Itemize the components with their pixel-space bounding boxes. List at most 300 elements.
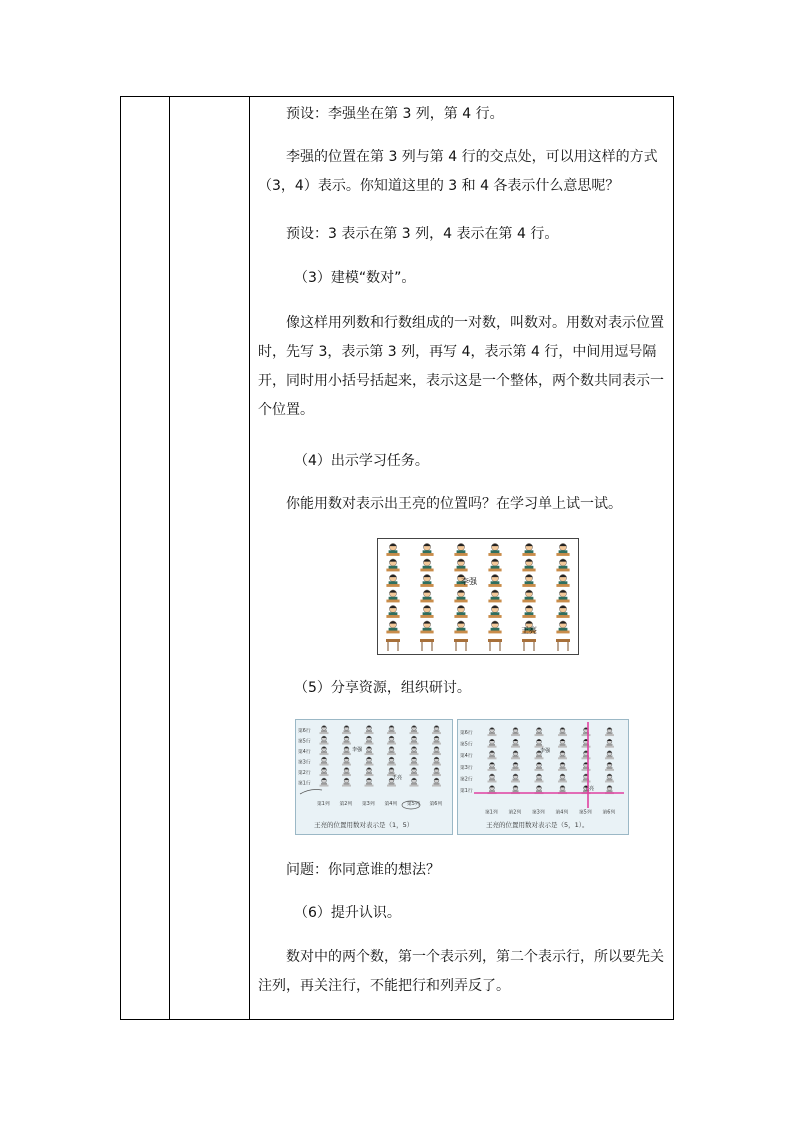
desk-front <box>556 639 570 642</box>
student-hair <box>560 751 565 753</box>
paragraph-preset-1: 预设：李强坐在第 3 列，第 4 行。 <box>286 106 504 122</box>
paragraph-position-explain: 李强的位置在第 3 列与第 4 行的交点处，可以用这样的方式（3，4）表示。你知道这里的 3 和 4 各表示什么意思呢？ <box>258 149 658 194</box>
classroom-seat <box>454 590 467 602</box>
student-hair <box>423 621 430 623</box>
classroom-seat <box>522 574 535 586</box>
work-seat <box>365 736 374 744</box>
desk-top <box>386 631 399 634</box>
student-hair <box>389 606 396 608</box>
classroom-seat <box>420 605 433 617</box>
work-seat <box>605 728 614 736</box>
column-label: 第5列 <box>407 802 420 807</box>
classroom-seat <box>386 590 399 602</box>
desk-top <box>605 757 614 759</box>
column-label: 第4列 <box>384 802 398 807</box>
student-hair <box>434 747 439 749</box>
classroom-seat <box>556 559 569 571</box>
work-seat <box>511 762 520 770</box>
row-label: 第1行 <box>460 789 473 794</box>
student-hair <box>489 763 494 765</box>
desk-top <box>488 769 497 771</box>
desk-top <box>556 584 569 587</box>
classroom-seating-image <box>377 538 579 655</box>
column-label: 第4列 <box>555 810 569 816</box>
desk-top <box>556 569 569 572</box>
desk-top <box>605 734 614 736</box>
paragraph-task: 你能用数对表示出王亮的位置吗？在学习单上试一试。 <box>286 496 622 512</box>
column-label: 第1列 <box>317 802 330 807</box>
row-label: 第6行 <box>460 731 473 736</box>
desk-front <box>488 639 502 642</box>
student-hair <box>607 751 612 753</box>
student-hair <box>525 544 532 546</box>
student-hair <box>344 757 349 759</box>
desk-top <box>432 732 441 734</box>
work-seat <box>320 747 329 755</box>
desk-top <box>387 743 396 745</box>
student-hair <box>389 544 396 546</box>
classroom-seat <box>420 574 433 586</box>
work-seat <box>342 768 351 776</box>
work-seat <box>582 728 591 736</box>
student-hair <box>321 778 326 780</box>
step-5-heading: （5）分享资源，组织研讨。 <box>294 680 471 696</box>
desk-top <box>320 774 329 776</box>
desk-top <box>432 774 441 776</box>
row-label: 第3行 <box>298 760 311 766</box>
student-hair <box>321 768 326 770</box>
student-hair <box>366 768 371 770</box>
desk-top <box>558 757 567 759</box>
student-hair <box>389 757 394 759</box>
work-seat <box>605 751 614 759</box>
desk-top <box>522 553 535 556</box>
work-seat <box>605 774 614 782</box>
paragraph-conclusion: 数对中的两个数，第一个表示列，第二个表示行，所以要先关注列，再关注行，不能把行和列弄反了。 <box>258 949 664 994</box>
desk-front <box>454 639 468 642</box>
classroom-seat <box>420 559 433 571</box>
wang-liang-label: 王亮 <box>521 626 537 635</box>
desk-top <box>558 769 567 771</box>
desk-top <box>558 781 567 783</box>
desk-top <box>535 734 544 736</box>
student-hair <box>607 786 612 788</box>
desk-top <box>432 785 441 787</box>
desk-top <box>488 553 501 556</box>
classroom-seat <box>488 605 501 617</box>
desk-front <box>420 639 434 642</box>
desk-top <box>488 631 501 634</box>
desk-top <box>511 769 520 771</box>
student-work-right-svg <box>458 720 628 834</box>
work-seat <box>511 774 520 782</box>
student-hair <box>491 575 498 577</box>
desk-front <box>386 639 400 642</box>
student-hair <box>525 559 532 561</box>
desk-top <box>511 757 520 759</box>
work-seat <box>558 774 567 782</box>
work-seat <box>387 757 396 765</box>
student-hair <box>423 544 430 546</box>
student-hair <box>489 786 494 788</box>
work-seat <box>535 762 544 770</box>
work-seat <box>365 726 374 734</box>
work-seat <box>320 736 329 744</box>
desk-top <box>420 615 433 618</box>
desk-top <box>320 732 329 734</box>
student-hair <box>411 747 416 749</box>
student-hair <box>491 559 498 561</box>
student-hair <box>321 747 326 749</box>
work-seat <box>320 768 329 776</box>
column-label: 第6列 <box>602 810 616 816</box>
desk-front <box>522 639 536 642</box>
student-hair <box>559 606 566 608</box>
work-seat <box>582 739 591 747</box>
desk-top <box>365 743 374 745</box>
student-hair <box>513 739 518 741</box>
desk-top <box>410 753 419 755</box>
column-label: 第1列 <box>485 810 498 816</box>
work-seat <box>605 739 614 747</box>
classroom-seat <box>386 543 399 555</box>
desk-top <box>420 631 433 634</box>
work-seat <box>342 778 351 786</box>
column-label: 第2列 <box>508 810 522 816</box>
desk-top <box>582 746 591 748</box>
work-seat <box>488 751 497 759</box>
desk-top <box>387 753 396 755</box>
student-work-comparison <box>295 719 629 835</box>
student-hair <box>321 736 326 738</box>
desk-top <box>365 785 374 787</box>
desk-top <box>320 764 329 766</box>
student-hair <box>457 590 464 592</box>
desk-top <box>605 781 614 783</box>
desk-top <box>488 781 497 783</box>
row-label: 第1行 <box>298 781 311 787</box>
student-hair <box>411 778 416 780</box>
student-hair <box>411 757 416 759</box>
desk-top <box>410 785 419 787</box>
work-seat <box>432 726 441 734</box>
work-seat <box>387 736 396 744</box>
desk-top <box>454 600 467 603</box>
desk-top <box>432 753 441 755</box>
work-seat <box>342 736 351 744</box>
desk-top <box>488 746 497 748</box>
student-hair <box>411 768 416 770</box>
desk-top <box>488 615 501 618</box>
student-hair <box>525 575 532 577</box>
row-label: 第4行 <box>460 754 473 760</box>
student-hair <box>536 774 541 776</box>
classroom-seat <box>420 621 433 633</box>
student-hair <box>366 726 371 728</box>
student-hair <box>434 726 439 728</box>
work-seat <box>410 747 419 755</box>
classroom-seat <box>522 605 535 617</box>
work-seat <box>387 747 396 755</box>
work-seat <box>488 739 497 747</box>
work-seat <box>605 762 614 770</box>
step-3-heading: （3）建模“数对”。 <box>294 270 416 286</box>
right-wang-liang-label: 王亮 <box>584 786 595 792</box>
student-hair <box>525 621 532 623</box>
student-hair <box>321 726 326 728</box>
student-hair <box>434 768 439 770</box>
classroom-seat <box>556 574 569 586</box>
classroom-seat <box>386 559 399 571</box>
student-hair <box>607 728 612 730</box>
desk-top <box>511 781 520 783</box>
row-label: 第5行 <box>460 742 473 748</box>
classroom-seat <box>420 543 433 555</box>
student-hair <box>559 590 566 592</box>
step-6-heading: （6）提升认识。 <box>294 905 401 921</box>
classroom-seat <box>386 605 399 617</box>
row-label: 第5行 <box>298 739 311 745</box>
desk-top <box>556 631 569 634</box>
student-hair <box>389 590 396 592</box>
paragraph-question: 问题：你同意谁的想法？ <box>286 862 440 878</box>
student-hair <box>525 606 532 608</box>
student-hair <box>411 726 416 728</box>
student-hair <box>366 778 371 780</box>
student-hair <box>560 763 565 765</box>
student-hair <box>491 621 498 623</box>
student-hair <box>560 739 565 741</box>
desk-top <box>558 746 567 748</box>
student-hair <box>513 774 518 776</box>
student-hair <box>607 774 612 776</box>
work-seat <box>320 757 329 765</box>
left-li-qiang-label: 李强 <box>352 747 363 753</box>
student-hair <box>491 590 498 592</box>
desk-top <box>420 600 433 603</box>
paragraph-number-pair-definition: 像这样用列数和行数组成的一对数，叫数对。用数对表示位置时，先写 3，表示第 3 列，再写 4，表示第 4 行，中间用逗号隔开，同时用小括号括起来，表示这是一个整体，两个数共同表示一个位置。 <box>258 315 664 418</box>
desk-top <box>387 785 396 787</box>
work-seat <box>342 747 351 755</box>
classroom-seat <box>488 590 501 602</box>
student-work-left <box>295 719 453 835</box>
row-label: 第6行 <box>298 729 311 734</box>
student-hair <box>457 559 464 561</box>
student-hair <box>389 747 394 749</box>
desk-top <box>535 757 544 759</box>
desk-top <box>410 732 419 734</box>
student-hair <box>389 726 394 728</box>
student-hair <box>559 575 566 577</box>
desk-top <box>488 569 501 572</box>
student-hair <box>389 575 396 577</box>
desk-top <box>320 743 329 745</box>
student-hair <box>344 726 349 728</box>
student-hair <box>607 739 612 741</box>
student-hair <box>559 559 566 561</box>
student-hair <box>513 786 518 788</box>
desk-top <box>420 584 433 587</box>
classroom-seating-svg <box>378 539 578 654</box>
lesson-table <box>120 96 674 1020</box>
student-hair <box>513 728 518 730</box>
left-circle-mark <box>300 790 322 795</box>
work-seat <box>558 739 567 747</box>
desk-top <box>522 569 535 572</box>
student-hair <box>321 757 326 759</box>
step-4-heading: （4）出示学习任务。 <box>294 453 429 469</box>
left-wang-liang-label: 王亮 <box>392 775 403 781</box>
work-seat <box>432 768 441 776</box>
desk-top <box>410 774 419 776</box>
student-hair <box>489 739 494 741</box>
desk-top <box>432 743 441 745</box>
work-seat <box>410 726 419 734</box>
desk-top <box>342 743 351 745</box>
work-seat <box>410 757 419 765</box>
student-work-right <box>457 719 629 835</box>
row-label: 第2行 <box>298 771 311 776</box>
desk-top <box>582 757 591 759</box>
work-seat <box>432 747 441 755</box>
work-seat <box>320 778 329 786</box>
classroom-seat <box>386 574 399 586</box>
student-hair <box>344 747 349 749</box>
student-hair <box>423 559 430 561</box>
work-seat <box>365 747 374 755</box>
classroom-seat <box>556 590 569 602</box>
desk-top <box>386 600 399 603</box>
desk-top <box>582 781 591 783</box>
work-seat <box>432 757 441 765</box>
student-hair <box>560 774 565 776</box>
desk-top <box>342 764 351 766</box>
desk-top <box>582 734 591 736</box>
desk-top <box>432 764 441 766</box>
student-hair <box>536 739 541 741</box>
classroom-seat <box>454 559 467 571</box>
work-seat <box>387 726 396 734</box>
work-seat <box>582 762 591 770</box>
classroom-seat <box>454 543 467 555</box>
work-seat <box>488 774 497 782</box>
desk-top <box>454 615 467 618</box>
student-hair <box>489 774 494 776</box>
classroom-seat <box>454 605 467 617</box>
table-column-divider-2 <box>249 97 250 1019</box>
work-seat <box>410 736 419 744</box>
right-caption: 王亮的位置用数对表示是（5，1）。 <box>486 821 589 829</box>
desk-top <box>386 615 399 618</box>
desk-top <box>320 785 329 787</box>
desk-top <box>365 774 374 776</box>
desk-top <box>522 600 535 603</box>
desk-top <box>420 569 433 572</box>
desk-top <box>320 753 329 755</box>
work-seat <box>488 762 497 770</box>
classroom-seat <box>556 605 569 617</box>
work-seat <box>365 778 374 786</box>
work-seat <box>511 728 520 736</box>
desk-top <box>365 732 374 734</box>
student-hair <box>434 736 439 738</box>
student-hair <box>389 768 394 770</box>
student-hair <box>434 757 439 759</box>
desk-top <box>556 615 569 618</box>
row-label: 第4行 <box>298 750 311 755</box>
work-seat <box>582 774 591 782</box>
student-hair <box>366 736 371 738</box>
student-hair <box>389 736 394 738</box>
work-seat <box>535 774 544 782</box>
desk-top <box>410 743 419 745</box>
work-seat <box>511 739 520 747</box>
classroom-seat <box>488 559 501 571</box>
classroom-seat <box>556 621 569 633</box>
student-hair <box>411 736 416 738</box>
desk-top <box>582 769 591 771</box>
student-hair <box>513 763 518 765</box>
student-hair <box>457 606 464 608</box>
student-hair <box>559 621 566 623</box>
work-seat <box>558 728 567 736</box>
desk-top <box>488 734 497 736</box>
column-label: 第3列 <box>362 802 375 807</box>
classroom-seat <box>522 559 535 571</box>
student-hair <box>366 747 371 749</box>
desk-top <box>386 584 399 587</box>
desk-top <box>342 774 351 776</box>
classroom-seat <box>556 543 569 555</box>
student-hair <box>389 621 396 623</box>
work-seat <box>432 736 441 744</box>
student-hair <box>536 728 541 730</box>
classroom-seat <box>488 574 501 586</box>
desk-top <box>420 553 433 556</box>
row-label: 第2行 <box>460 777 473 783</box>
desk-top <box>535 769 544 771</box>
student-hair <box>491 544 498 546</box>
work-seat <box>535 728 544 736</box>
student-hair <box>423 606 430 608</box>
desk-top <box>488 584 501 587</box>
table-column-divider-1 <box>169 97 170 1019</box>
student-hair <box>344 768 349 770</box>
student-hair <box>536 786 541 788</box>
classroom-seat <box>420 590 433 602</box>
desk-top <box>522 584 535 587</box>
student-hair <box>366 757 371 759</box>
student-hair <box>423 575 430 577</box>
student-hair <box>434 778 439 780</box>
row-label: 第3行 <box>460 765 473 771</box>
student-hair <box>457 621 464 623</box>
student-hair <box>513 751 518 753</box>
desk-top <box>511 746 520 748</box>
left-caption: 王亮的位置用数对表示是（1，5） <box>314 821 414 829</box>
student-hair <box>489 751 494 753</box>
work-seat <box>342 757 351 765</box>
desk-top <box>410 764 419 766</box>
work-seat <box>488 728 497 736</box>
column-label: 第2列 <box>339 802 353 807</box>
classroom-seat <box>522 543 535 555</box>
work-seat <box>558 751 567 759</box>
classroom-seat <box>488 621 501 633</box>
work-seat <box>342 726 351 734</box>
student-hair <box>560 728 565 730</box>
work-seat <box>410 768 419 776</box>
